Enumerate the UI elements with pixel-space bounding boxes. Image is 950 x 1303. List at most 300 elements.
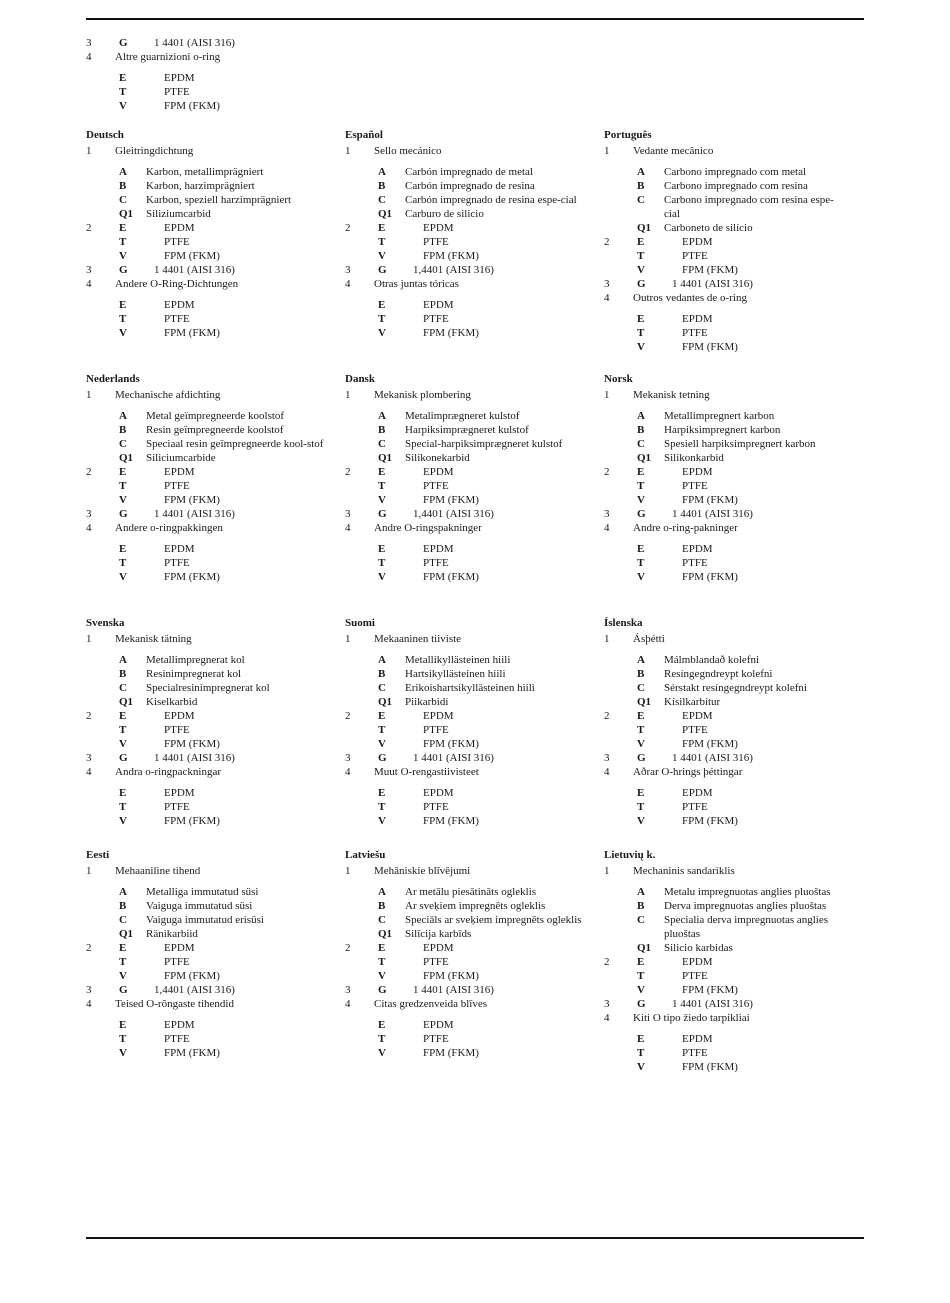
item-text: Kiti O tipo žiedo tarpikliai [633,1012,750,1024]
item-text: Andra o-ringpackningar [115,766,221,778]
oring-row [345,312,590,326]
oring-row [604,326,849,340]
value: Special-harpiksimprægneret kulstof [405,438,563,450]
oring-row [345,1046,590,1060]
seal-name: Mekaaninen tiiviste [374,633,462,645]
value: FPM (FKM) [164,1047,220,1059]
oring-row [86,786,331,800]
value: Resin geïmpregneerde koolstof [146,424,284,436]
item-number: 3 [604,752,610,764]
value: FPM (FKM) [423,494,479,506]
other-orings-line [345,521,590,535]
code: Q1 [119,208,134,220]
value: FPM (FKM) [164,815,220,827]
value: Vaiguga immutatud erisüsi [146,914,264,926]
item-number: 3 [86,752,92,764]
face-row [604,451,849,465]
item-number: 3 [604,278,610,290]
code: G [378,752,387,764]
code: E [119,787,127,799]
code: B [637,900,645,912]
item-number: 4 [604,1012,610,1024]
code: C [637,194,645,206]
code: V [119,815,127,827]
elastomer-row [604,983,849,997]
value: Sérstakt resíngegndreypt kolefni [664,682,807,694]
item-text: Andre O-ringspakninger [374,522,482,534]
oring-row [604,1032,849,1046]
other-orings-line [345,765,590,779]
value: FPM (FKM) [682,571,738,583]
language-block [604,848,849,1074]
value: PTFE [423,801,449,813]
value: FPM (FKM) [164,494,220,506]
item-number: 4 [86,278,92,290]
value: Ar sveķiem impregnēts ogleklis [405,900,546,912]
item-number: 1 [345,865,351,877]
code: T [119,1033,127,1045]
code: B [119,180,127,192]
item-number: 3 [86,984,92,996]
value: Erikoishartsikyllästeinen hiili [405,682,535,694]
value: FPM (FKM) [164,100,220,112]
face-row [86,695,331,709]
code: V [637,984,645,996]
code: V [378,250,386,262]
top-fragment [86,36,336,113]
item-number: 2 [604,466,610,478]
value: PTFE [164,86,190,98]
code: B [637,424,645,436]
face-row [604,667,849,681]
code: Q1 [119,696,134,708]
oring-row [86,556,331,570]
oring-row [86,71,336,85]
elastomer-row [345,493,590,507]
value: EPDM [423,710,454,722]
value: EPDM [682,956,713,968]
value: Metal geïmpregneerde koolstof [146,410,285,422]
value: FPM (FKM) [164,970,220,982]
code: V [637,494,645,506]
code: V [637,264,645,276]
oring-row [604,1046,849,1060]
face-row [604,941,849,955]
face-row [345,899,590,913]
item-number: 4 [604,522,610,534]
item-text: Andere o-ringpakkingen [115,522,223,534]
code: G [119,264,128,276]
item-text: Andre o-ring-pakninger [633,522,738,534]
value: Resíngegndreypt kolefni [664,668,773,680]
code: E [119,1019,127,1031]
value: EPDM [423,466,454,478]
value: Vaiguga immutatud süsi [146,900,253,912]
elastomer-row [86,221,331,235]
value: FPM (FKM) [682,815,738,827]
oring-row [604,800,849,814]
face-row [86,207,331,221]
item-text: Teised O-rõngaste tihendid [115,998,234,1010]
value: PTFE [682,970,708,982]
value: 1 4401 (AISI 316) [413,984,494,996]
elastomer-row [345,709,590,723]
item-text: Otras juntas tóricas [374,278,459,290]
code: Q1 [637,696,652,708]
code: E [637,1033,645,1045]
value: Carbón impregnado de resina espe-cial [405,194,577,206]
face-row [345,423,590,437]
other-orings-line [604,291,849,305]
face-row [345,885,590,899]
face-row [345,165,590,179]
value: PTFE [164,236,190,248]
value: EPDM [164,72,195,84]
face-row [86,681,331,695]
language-heading: Español [345,129,383,141]
face-row [86,667,331,681]
code: E [637,236,645,248]
face-row [345,927,590,941]
seal-line [345,632,590,646]
value: Resinimpregnerat kol [146,668,242,680]
item-text: Andere O-Ring-Dichtungen [115,278,239,290]
code: V [119,738,127,750]
seal-line [604,632,849,646]
value: Metallimpregnerat kol [146,654,245,666]
item-number: 3 [345,984,351,996]
value: EPDM [682,710,713,722]
code: B [378,668,386,680]
code: E [378,1019,386,1031]
face-row [604,179,849,193]
seal-line [604,388,849,402]
value: Málmblandað kolefni [664,654,760,666]
oring-row [604,556,849,570]
code: E [637,787,645,799]
seal-name: Sello mecánico [374,145,442,157]
language-heading: Svenska [86,617,125,629]
value: 1,4401 (AISI 316) [154,984,235,996]
face-row [86,409,331,423]
face-row [86,653,331,667]
item-number: 3 [345,752,351,764]
value: 1 4401 (AISI 316) [154,264,235,276]
oring-row [86,1032,331,1046]
code: T [378,801,386,813]
value: EPDM [164,1019,195,1031]
code: G [637,278,646,290]
code: V [119,250,127,262]
code: T [378,724,386,736]
value: EPDM [423,299,454,311]
code: A [637,410,645,422]
other-orings-line [86,277,331,291]
seal-name: Mekanisk tetning [633,389,710,401]
other-orings-line [345,277,590,291]
language-heading: Dansk [345,373,375,385]
code: E [378,222,386,234]
value: PTFE [164,1033,190,1045]
code: E [119,466,127,478]
other-orings-line [86,997,331,1011]
item-number: 1 [345,389,351,401]
code: B [119,424,127,436]
code: T [378,313,386,325]
steel-row [604,751,849,765]
item-number: 3 [86,508,92,520]
elastomer-row [345,941,590,955]
face-row [345,193,590,207]
value: FPM (FKM) [423,970,479,982]
elastomer-row [86,737,331,751]
face-row [345,681,590,695]
other-orings-line [86,50,336,64]
elastomer-row [86,493,331,507]
other-orings-line [345,997,590,1011]
code: E [378,710,386,722]
other-orings-line [86,521,331,535]
code: T [637,250,645,262]
code: G [119,37,128,49]
value: FPM (FKM) [682,264,738,276]
code: V [119,494,127,506]
item-number: 4 [86,766,92,778]
code: T [119,801,127,813]
value: Silikonekarbid [405,452,470,464]
code: Q1 [637,452,652,464]
value: Silikonkarbid [664,452,724,464]
value: EPDM [164,299,195,311]
bottom-rule [86,1237,864,1239]
value: EPDM [164,466,195,478]
code: V [378,1047,386,1059]
value: EPDM [423,222,454,234]
face-row [345,667,590,681]
seal-line [345,388,590,402]
item-number: 2 [604,236,610,248]
value: Carbono impregnado com resina [664,180,808,192]
language-heading: Latviešu [345,849,386,861]
oring-row [604,570,849,584]
other-orings-line [604,521,849,535]
value: PTFE [682,480,708,492]
elastomer-row [604,235,849,249]
code: T [119,86,127,98]
value: FPM (FKM) [164,327,220,339]
seal-line [86,144,331,158]
item-number: 3 [86,37,92,49]
code: V [637,1061,645,1073]
value: PTFE [682,557,708,569]
language-block [604,128,849,354]
language-block [86,372,331,584]
elastomer-row [345,737,590,751]
steel-row [604,997,849,1011]
face-row [604,221,849,235]
oring-row [86,542,331,556]
face-row [345,451,590,465]
value: EPDM [682,1033,713,1045]
elastomer-row [345,465,590,479]
code: B [378,180,386,192]
face-row [345,207,590,221]
value: FPM (FKM) [682,494,738,506]
oring-row [86,312,331,326]
code: V [637,341,645,353]
elastomer-row [604,263,849,277]
value: PTFE [164,557,190,569]
steel-row [604,277,849,291]
elastomer-row [345,955,590,969]
code: E [119,710,127,722]
steel-row [604,507,849,521]
face-row [86,193,331,207]
item-number: 1 [86,633,92,645]
elastomer-row [604,465,849,479]
face-row [86,451,331,465]
code: T [119,480,127,492]
code: C [637,682,645,694]
value: Siliziumcarbid [146,208,211,220]
seal-name: Mechanische afdichting [115,389,221,401]
item-number: 2 [604,710,610,722]
value: Carbón impregnado de resina [405,180,535,192]
seal-name: Gleitringdichtung [115,145,194,157]
value: Metallimpregnert karbon [664,410,775,422]
value: Derva impregnuotas anglies pluoštas [664,900,827,912]
value: FPM (FKM) [682,1061,738,1073]
value: FPM (FKM) [164,738,220,750]
item-text: Altre guarnizioni o-ring [115,51,221,63]
value: Hartsikyllästeinen hiili [405,668,506,680]
elastomer-row [604,479,849,493]
elastomer-row [345,723,590,737]
code: E [378,466,386,478]
language-heading: Português [604,129,652,141]
value: 1 4401 (AISI 316) [154,508,235,520]
value: EPDM [423,543,454,555]
value: EPDM [423,1019,454,1031]
value: PTFE [423,480,449,492]
code: T [378,480,386,492]
code: Q1 [119,452,134,464]
other-orings-line [604,765,849,779]
code: T [637,480,645,492]
elastomer-row [86,235,331,249]
code: V [378,571,386,583]
value: PTFE [164,956,190,968]
code: B [119,668,127,680]
value: Specialia derva impregnuotas anglies pluoštas [664,914,829,940]
item-number: 3 [604,998,610,1010]
elastomer-row [86,479,331,493]
oring-row [86,1018,331,1032]
value: EPDM [423,787,454,799]
value: Metalliga immutatud süsi [146,886,259,898]
value: 1 4401 (AISI 316) [672,752,753,764]
code: E [637,710,645,722]
oring-row [604,814,849,828]
face-row [86,927,331,941]
code: T [119,236,127,248]
code: C [119,682,127,694]
code: V [378,738,386,750]
item-number: 4 [86,522,92,534]
seal-line [345,144,590,158]
elastomer-row [86,709,331,723]
top-rule [86,18,864,20]
code: B [637,668,645,680]
value: Carburo de silicio [405,208,484,220]
value: 1 4401 (AISI 316) [154,752,235,764]
item-number: 4 [604,292,610,304]
item-number: 4 [604,766,610,778]
code: A [637,886,645,898]
other-orings-line [604,1011,849,1025]
code: C [119,914,127,926]
code: E [637,313,645,325]
code: G [378,984,387,996]
elastomer-row [604,723,849,737]
language-heading: Eesti [86,849,110,861]
value: Speciaal resin geïmpregneerde kool-stof [146,438,324,450]
value: Harpiksimpregnert karbon [664,424,781,436]
elastomer-row [604,737,849,751]
seal-name: Mekanisk tätning [115,633,192,645]
value: Harpiksimprægneret kulstof [405,424,529,436]
oring-row [86,99,336,113]
seal-line [86,864,331,878]
value: EPDM [682,236,713,248]
face-row [345,409,590,423]
language-heading: Suomi [345,617,375,629]
value: 1 4401 (AISI 316) [154,37,235,49]
code: E [119,299,127,311]
seal-line [604,144,849,158]
value: 1,4401 (AISI 316) [413,508,494,520]
value: PTFE [164,724,190,736]
item-number: 4 [86,998,92,1010]
value: Kísilkarbítur [664,696,721,708]
code: A [637,654,645,666]
value: FPM (FKM) [164,250,220,262]
value: 1 4401 (AISI 316) [672,278,753,290]
code: T [637,557,645,569]
oring-row [86,814,331,828]
value: 1 4401 (AISI 316) [672,508,753,520]
code: C [378,682,386,694]
language-block [345,372,590,584]
seal-name: Vedante mecânico [633,145,714,157]
item-number: 1 [604,389,610,401]
oring-row [345,786,590,800]
code: A [119,886,127,898]
item-number: 4 [345,522,351,534]
code: T [119,956,127,968]
code: V [378,327,386,339]
steel-row [86,263,331,277]
code: B [119,900,127,912]
item-number: 1 [86,145,92,157]
code: A [378,410,386,422]
code: V [119,327,127,339]
seal-name: Mechaninis sandariklis [633,865,735,877]
value: PTFE [682,1047,708,1059]
value: FPM (FKM) [164,571,220,583]
code: Q1 [378,928,393,940]
code: T [378,557,386,569]
